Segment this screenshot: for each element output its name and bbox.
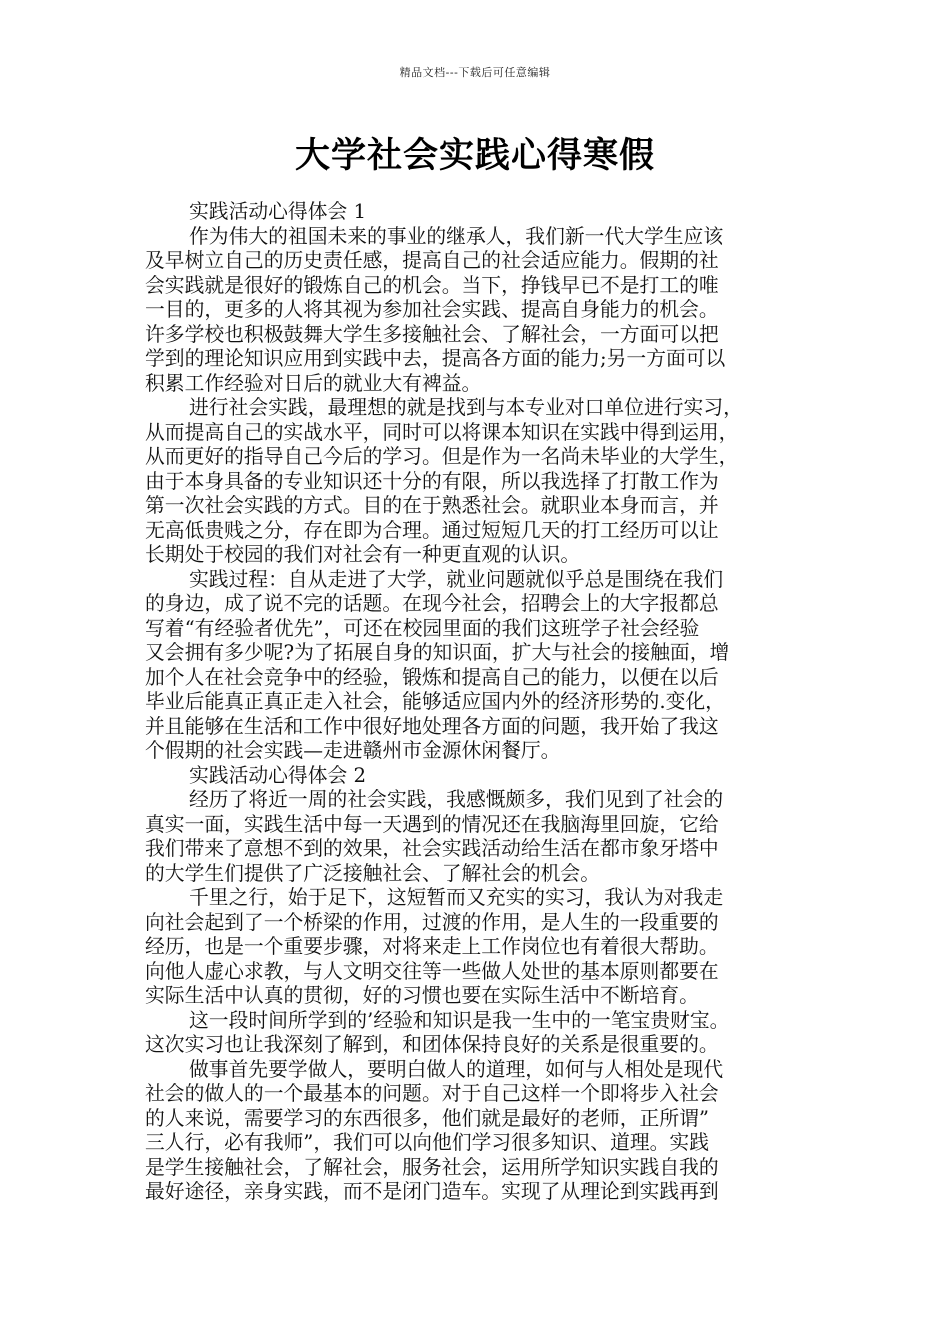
text-line: 积累工作经验对日后的就业大有裨益。: [145, 371, 482, 395]
text-line: 做事首先要学做人，要明白做人的道理，如何与人相处是现代: [189, 1057, 724, 1081]
text-line: 真实一面，实践生活中每一天遇到的情况还在我脑海里回旋，它给: [145, 812, 719, 836]
text-line: 作为伟大的祖国未来的事业的继承人，我们新一代大学生应该: [189, 224, 724, 248]
text-line: 实际生活中认真的贯彻，好的习惯也要在实际生活中不断培育。: [145, 984, 699, 1007]
text-line: 这一段时间所学到的’经验和知识是我一生中的一笔宝贵财宝。: [189, 1008, 730, 1032]
text-line: 由于本身具备的专业知识还十分的有限，所以我选择了打散工作为: [145, 469, 719, 493]
text-line: 实践过程：自从走进了大学，就业问题就似乎总是围绕在我们: [189, 567, 724, 591]
text-line: 三人行，必有我师”，我们可以向他们学习很多知识、道理。实践: [145, 1131, 709, 1154]
text-line: 向他人虚心求教，与人文明交往等一些做人处世的基本原则都要在: [145, 959, 719, 983]
header-note: 精品文档---下载后可任意编辑: [399, 66, 551, 79]
text-line: 又会拥有多少呢?为了拓展自身的知识面，扩大与社会的接触面，增: [145, 641, 730, 664]
text-line: 社会的做人的一个最基本的问题。对于自己这样一个即将步入社会: [145, 1082, 719, 1105]
text-line: 加个人在社会竞争中的经验，锻炼和提高自己的能力，以便在以后: [145, 665, 719, 689]
text-line: 的人来说，需要学习的东西很多，他们就是最好的老师，正所谓”: [145, 1106, 709, 1130]
text-line: 这次实习也让我深刻了解到，和团体保持良好的关系是很重要的。: [145, 1033, 719, 1056]
text-line: 实践活动心得体会 2: [189, 763, 367, 787]
text-line: 进行社会实践，最理想的就是找到与本专业对口单位进行实习，: [189, 396, 743, 419]
text-line: 我们带来了意想不到的效果，社会实践活动给生活在都市象牙塔中: [145, 837, 719, 860]
text-line: 毕业后能真正真正走入社会，能够适应国内外的经济形势的.变化，: [145, 690, 725, 713]
text-line: 学到的理论知识应用到实践中去，提高各方面的能力;另一方面可以: [145, 347, 726, 370]
text-line: 从而提高自己的实战水平，同时可以将课本知识在实践中得到运用，: [145, 420, 739, 444]
text-line: 最好途径，亲身实践，而不是闭门造车。实现了从理论到实践再到: [145, 1180, 719, 1203]
text-line: 个假期的社会实践—走进赣州市金源休闲餐厅。: [145, 739, 561, 762]
text-line: 会实践就是很好的锻炼自己的机会。当下，挣钱早已不是打工的唯: [145, 273, 719, 297]
text-line: 千里之行，始于足下，这短暂而又充实的实习，我认为对我走: [189, 886, 724, 909]
text-line: 无高低贵贱之分，存在即为合理。通过短短几天的打工经历可以让: [145, 518, 719, 542]
text-line: 一目的，更多的人将其视为参加社会实践、提高自身能力的机会。: [145, 298, 719, 321]
text-line: 的身边，成了说不完的话题。在现今社会，招聘会上的大字报都总: [145, 592, 719, 615]
text-line: 写着“有经验者优先”，可还在校园里面的我们这班学子社会经验: [145, 616, 700, 640]
text-line: 是学生接触社会，了解社会，服务社会，运用所学知识实践自我的: [145, 1155, 719, 1179]
document-title: 大学社会实践心得寒假: [294, 136, 655, 176]
text-line: 实践活动心得体会 1: [189, 200, 367, 223]
text-line: 并且能够在生活和工作中很好地处理各方面的问题，我开始了我这: [145, 714, 719, 738]
document-body: [145, 200, 820, 1205]
text-line: 向社会起到了一个桥梁的作用，过渡的作用，是人生的一段重要的: [145, 910, 719, 934]
text-line: 的大学生们提供了广泛接触社会、了解社会的机会。: [145, 861, 600, 885]
text-line: 许多学校也积极鼓舞大学生多接触社会、了解社会，一方面可以把: [145, 322, 719, 346]
text-line: 长期处于校园的我们对社会有一种更直观的认识。: [145, 543, 581, 566]
text-line: 从而更好的指导自己今后的学习。但是作为一名尚未毕业的大学生，: [145, 445, 739, 468]
text-line: 第一次社会实践的方式。目的在于熟悉社会。就职业本身而言，并: [145, 494, 719, 517]
text-line: 经历了将近一周的社会实践，我感慨颇多，我们见到了社会的: [189, 788, 724, 811]
text-line: 经历，也是一个重要步骤，对将来走上工作岗位也有着很大帮助。: [145, 935, 719, 958]
text-line: 及早树立自己的历史责任感，提高自己的社会适应能力。假期的社: [145, 249, 719, 272]
